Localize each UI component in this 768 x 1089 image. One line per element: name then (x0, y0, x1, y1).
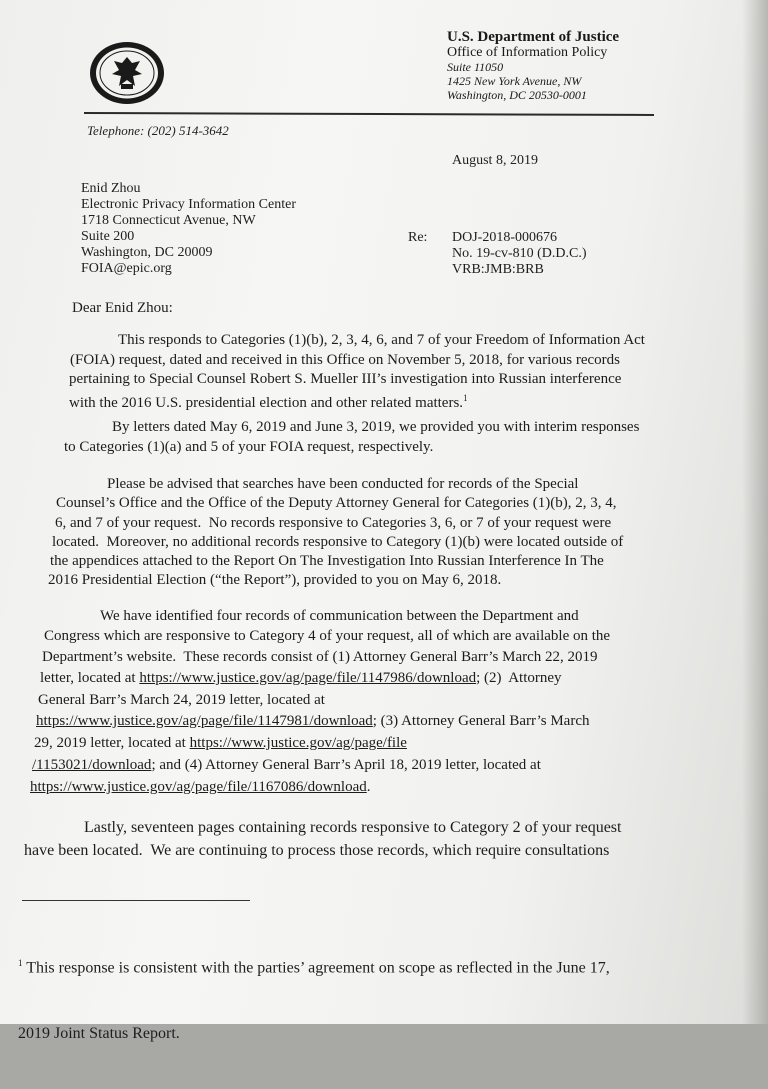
paragraph-text: letter, located at (40, 670, 140, 686)
reference-line: DOJ-2018-000676 (452, 230, 557, 245)
re-label: Re: (408, 230, 428, 245)
paragraph-line: to Categories (1)(a) and 5 of your FOIA request, respectively. (64, 439, 434, 455)
paragraph-line: Counsel’s Office and the Office of the Deputy Attorney General for Categories (1)(b), 2, 3, 4, (56, 495, 617, 511)
footnote-line: 2019 Joint Status Report. (18, 1025, 180, 1043)
page-shadow (742, 0, 768, 1024)
doc-link-1147986[interactable]: https://www.justice.gov/ag/page/file/1147986/download (139, 670, 477, 686)
addressee-line: Enid Zhou (81, 181, 141, 196)
paragraph-line: Department’s website. These records consist of (1) Attorney General Barr’s March 22, 2019 (42, 649, 598, 665)
footnote-text: This response is consistent with the parties’ agreement on scope as reflected in the June 17, (22, 959, 610, 977)
addressee-block (81, 181, 296, 277)
office-name: Office of Information Policy (447, 45, 608, 60)
department-name: U.S. Department of Justice (447, 29, 620, 45)
paragraph-line: 6, and 7 of your request. No records responsive to Categories 3, 6, or 7 of your request were (55, 515, 612, 531)
paragraph-line: Lastly, seventeen pages containing records responsive to Category 2 of your request (84, 819, 622, 836)
paragraph-line (30, 777, 371, 797)
suite-line: Suite 11050 (447, 60, 504, 74)
paragraph-line: This responds to Categories (1)(b), 2, 3, 4, 6, and 7 of your Freedom of Information Act (118, 332, 645, 348)
letter-date: August 8, 2019 (452, 153, 538, 168)
addressee-line: Electronic Privacy Information Center (81, 197, 296, 212)
doc-link-1167086[interactable]: https://www.justice.gov/ag/page/file/1167086/download (30, 779, 367, 795)
paragraph-text: . (366, 779, 371, 795)
paragraph-line: (FOIA) request, dated and received in this Office on November 5, 2018, for various records (70, 352, 620, 368)
paragraph-text: ; (2) Attorney (476, 670, 562, 686)
paragraph-text: ; (3) Attorney General Barr’s March (372, 713, 590, 729)
paragraph-line: 2016 Presidential Election (“the Report”), provided to you on May 6, 2018. (48, 572, 502, 588)
paragraph-line (34, 733, 407, 753)
paragraph-line: pertaining to Special Counsel Robert S. Mueller III’s investigation into Russian interference (69, 371, 622, 387)
paragraph-line: By letters dated May 6, 2019 and June 3, 2019, we provided you with interim responses (112, 419, 640, 435)
paragraph-line: have been located. We are continuing to process those records, which require consultations (24, 842, 610, 859)
reference-line: VRB:JMB:BRB (452, 262, 544, 277)
reference-block (452, 230, 587, 278)
paragraph-line: General Barr’s March 24, 2019 letter, located at (38, 692, 325, 708)
telephone: Telephone: (202) 514-3642 (87, 123, 229, 138)
letterhead-rule (84, 112, 654, 116)
street-line: 1425 New York Avenue, NW (447, 74, 582, 88)
salutation: Dear Enid Zhou: (72, 300, 173, 316)
letterhead (447, 30, 619, 102)
paragraph-line (36, 711, 590, 731)
city-line: Washington, DC 20530-0001 (447, 88, 587, 102)
addressee-line: Suite 200 (81, 229, 135, 244)
paragraph-line (40, 668, 562, 688)
paragraph-line: We have identified four records of communication between the Department and (100, 608, 579, 624)
paragraph-line (32, 755, 541, 775)
paragraph-text: ; and (4) Attorney General Barr’s April 18, 2019 letter, located at (151, 757, 541, 773)
addressee-line: Washington, DC 20009 (81, 245, 213, 260)
paragraph-line: the appendices attached to the Report On The Investigation Into Russian Interference In The (50, 553, 604, 569)
doj-seal-icon (88, 40, 166, 106)
paragraph-line: Congress which are responsive to Category 4 of your request, all of which are available on the (44, 628, 611, 644)
footnote-rule (22, 900, 250, 901)
footnote (18, 908, 610, 1089)
footnote-ref: 1 (463, 393, 468, 403)
doc-link-1147981[interactable]: https://www.justice.gov/ag/page/file/1147981/download (36, 713, 373, 729)
paragraph-line: Please be advised that searches have been conducted for records of the Special (107, 476, 579, 492)
reference-line: No. 19-cv-810 (D.D.C.) (452, 246, 587, 261)
paragraph-line (69, 388, 468, 413)
addressee-line: 1718 Connecticut Avenue, NW (81, 213, 256, 228)
footnote-line (18, 952, 610, 979)
paragraph-line: located. Moreover, no additional records responsive to Category (1)(b) were located outside of (52, 534, 624, 550)
addressee-email: FOIA@epic.org (81, 261, 172, 276)
doc-link-1153021-part2[interactable]: /1153021/download (32, 757, 152, 773)
doc-link-1153021-part1[interactable]: https://www.justice.gov/ag/page/file (189, 735, 407, 751)
footnote-marker: 1 (18, 958, 23, 968)
paragraph-text: 29, 2019 letter, located at (34, 735, 190, 751)
paragraph-text: with the 2016 U.S. presidential election and other related matters. (69, 395, 464, 411)
